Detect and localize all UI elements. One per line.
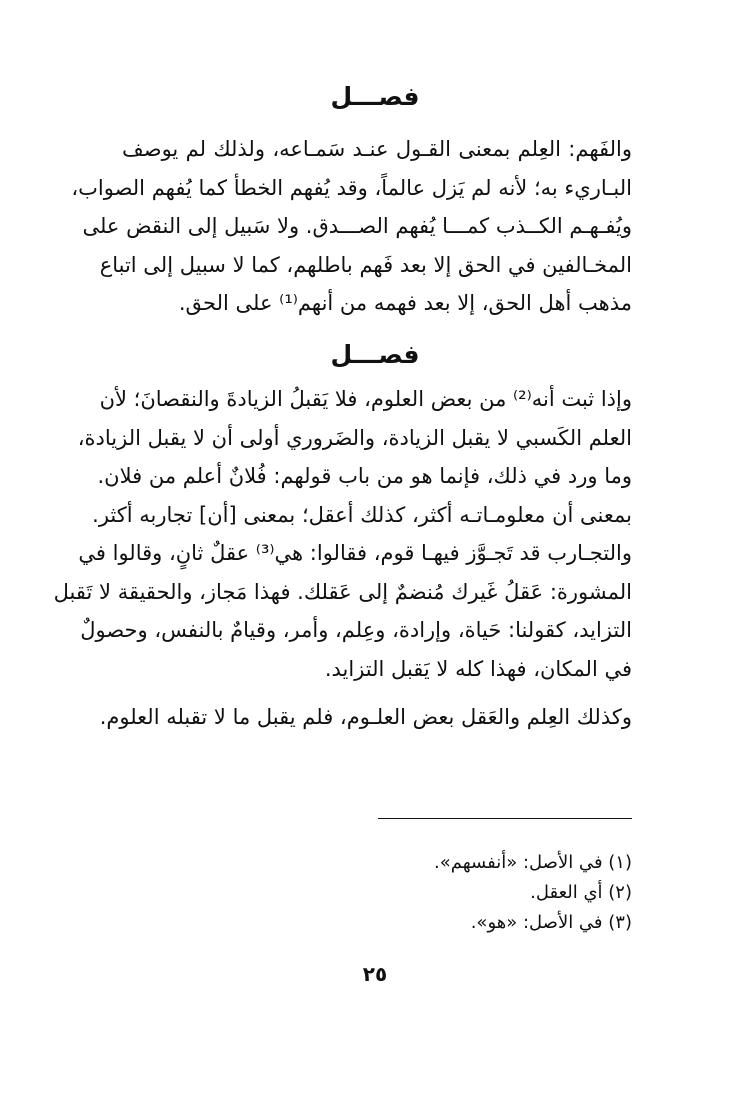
text-line: المخـالفين في الحق إلا بعد فَهم باطلهم، كما لا سبيل إلى اتباع xyxy=(99,252,632,277)
text-line: البـاريء به؛ لأنه لم يَزل عالماً، وقد يُفهم الخطأ كما يُفهم الصواب، xyxy=(71,175,632,200)
footnote-item: (٣) في الأصل: «هو». xyxy=(470,912,632,933)
paragraph-2 xyxy=(53,380,632,688)
text-line: وإذا ثبت أنه⁽²⁾ من بعض العلوم، فلا يَقبلُ الزيادةَ والنقصانَ؛ لأن xyxy=(99,387,632,411)
text-line: وما ورد في ذلك، فإنما هو من باب قولهم: فُلانٌ أعلم من فلان. xyxy=(97,464,632,488)
text-line: بمعنى أن معلومـاتـه أكثر، كذلك أعقل؛ بمعنى [أن] تجاربه أكثر. xyxy=(92,502,632,527)
paragraph-1 xyxy=(71,130,632,323)
text-line: مذهب أهل الحق، إلا بعد فهمه من أنهم⁽¹⁾ على الحق. xyxy=(178,291,632,315)
text-line: المشورة: عَقلُ غَيرك مُنضمٌ إلى عَقلك. فهذا مَجاز، والحقيقة لا تَقبل xyxy=(53,579,632,604)
footnote-divider xyxy=(378,818,632,819)
text-line: والتجـارب قد تَجـوَّز فيهـا قوم، فقالوا: هي⁽³⁾ عقلٌ ثانٍ، وقالوا في xyxy=(78,541,632,565)
section-heading-2: فصـــل xyxy=(330,340,420,369)
text-line: التزايد، كقولنا: حَياة، وإرادة، وعِلم، وأمر، وقيامٌ بالنفس، وحصولٌ xyxy=(80,618,632,642)
text-line: في المكان، فهذا كله لا يَقبل التزايد. xyxy=(324,656,632,681)
text-line: العلم الكَسبي لا يقبل الزيادة، والضَروري أولى أن لا يقبل الزيادة، xyxy=(77,425,632,450)
page-number: ٢٥ xyxy=(362,962,388,986)
text-line: والفَهم: العِلم بمعنى القـول عنـد سَمـاعه، ولذلك لم يوصف xyxy=(122,137,632,161)
text-line: وكذلك العِلم والعَقل بعض العلـوم، فلم يقبل ما لا تقبله العلوم. xyxy=(99,705,632,729)
paragraph-3 xyxy=(99,698,632,737)
footnotes-list xyxy=(122,848,632,938)
text-line: ويُفـهـم الكــذب كمـــا يُفهم الصـــدق. ولا سَبيل إلى النقض على xyxy=(82,214,632,238)
footnote-item: (١) في الأصل: «أنفسهم». xyxy=(434,852,632,873)
section-heading-1: فصـــل xyxy=(330,82,420,111)
footnote-item: (٢) أي العقل. xyxy=(530,882,632,903)
